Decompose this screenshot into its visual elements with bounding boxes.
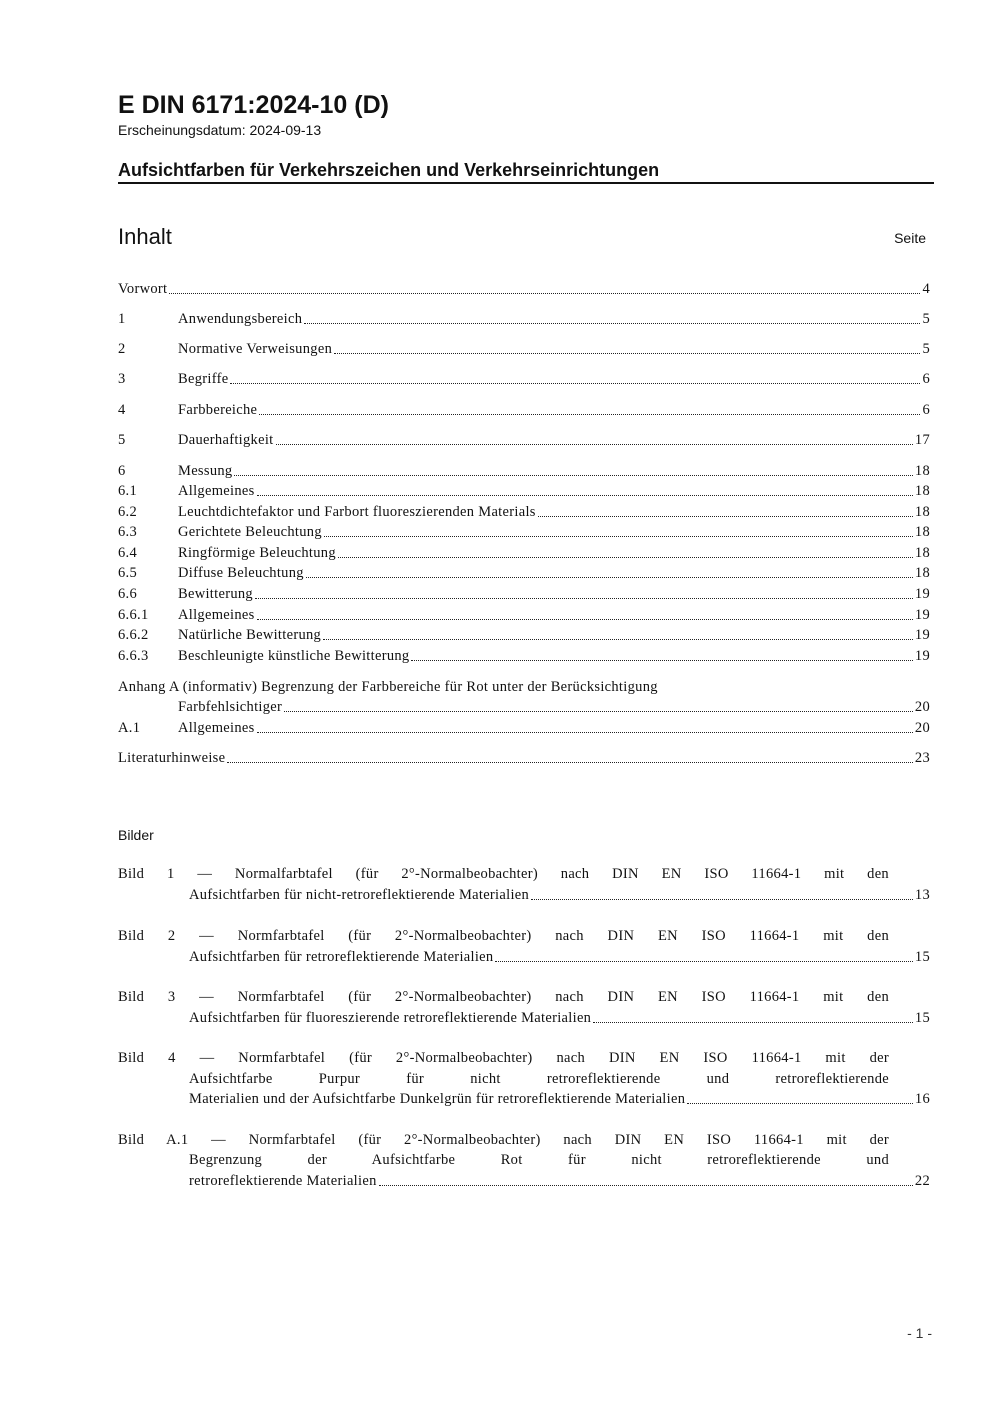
toc-entry-6-1[interactable] [118, 481, 930, 502]
dot-leader [276, 444, 913, 445]
toc-entry-page: 18 [914, 545, 930, 561]
figure-entry-text: Aufsichtfarben für retroreflektierende Materialien [189, 949, 494, 965]
toc-entry-page: 17 [914, 432, 930, 448]
document-title: Aufsichtfarben für Verkehrszeichen und Verkehrseinrichtungen [118, 160, 660, 180]
figure-entry-1-line1[interactable]: Bild 1 — Normalfarbtafel (für 2°-Normalbeobachter) nach DIN EN ISO 11664-1 mit den [118, 866, 889, 882]
figures-heading: Bilder [118, 827, 154, 843]
dot-leader [230, 383, 920, 384]
dot-leader [323, 639, 913, 640]
figure-entry-3-line2[interactable] [189, 1008, 930, 1029]
toc-entry-number: 6.1 [118, 483, 138, 499]
dot-leader [338, 557, 913, 558]
toc-entry-title: Ringförmige Beleuchtung [178, 545, 336, 561]
dot-leader [255, 598, 913, 599]
figure-entry-page: 15 [914, 1010, 930, 1026]
page-number: - 1 - [907, 1325, 932, 1341]
figure-entry-page: 13 [914, 887, 930, 903]
dot-leader [334, 353, 920, 354]
toc-entry-page: 6 [922, 402, 930, 418]
toc-heading: Inhalt [118, 224, 172, 249]
toc-entry-title: Literaturhinweise [118, 750, 226, 766]
figure-entry-1-line2[interactable] [189, 885, 930, 906]
toc-entry-number: 6.2 [118, 504, 138, 520]
toc-entry-page: 18 [914, 463, 930, 479]
toc-entry-4[interactable] [118, 400, 930, 421]
figure-entry-a1-line1[interactable]: Bild A.1 — Normfarbtafel (für 2°-Normalbeobachter) nach DIN EN ISO 11664-1 mit der [118, 1132, 889, 1148]
toc-entry-number: 1 [118, 311, 126, 327]
toc-entry-page: 19 [914, 648, 930, 664]
toc-entry-title: Begriffe [178, 371, 229, 387]
toc-entry-number: 6.5 [118, 565, 138, 581]
toc-entry-page: 20 [914, 699, 930, 715]
page-column-label: Seite [894, 230, 926, 246]
toc-entry-title: Allgemeines [178, 607, 255, 623]
dot-leader [324, 536, 913, 537]
figure-entry-3-line1[interactable]: Bild 3 — Normfarbtafel (für 2°-Normalbeobachter) nach DIN EN ISO 11664-1 mit den [118, 989, 889, 1005]
dot-leader [495, 961, 912, 962]
toc-entry-6-6[interactable] [118, 584, 930, 605]
toc-entry-title: Allgemeines [178, 483, 255, 499]
toc-entry-number: 4 [118, 402, 126, 418]
figure-entry-2-line2[interactable] [189, 947, 930, 968]
dot-leader [169, 293, 920, 294]
toc-entry-6[interactable] [118, 461, 930, 482]
dot-leader [257, 732, 913, 733]
toc-entry-page: 18 [914, 504, 930, 520]
dot-leader [306, 577, 913, 578]
toc-entry-6-6-2[interactable] [118, 625, 930, 646]
dot-leader [593, 1022, 913, 1023]
toc-entry-page: 19 [914, 586, 930, 602]
toc-entry-page: 4 [922, 281, 930, 297]
toc-entry-3[interactable] [118, 369, 930, 390]
toc-entry-page: 5 [922, 311, 930, 327]
toc-entry-title: Anwendungsbereich [178, 311, 303, 327]
figure-entry-text: Aufsichtfarben für nicht-retroreflektierende Materialien [189, 887, 530, 903]
toc-entry-title: Gerichtete Beleuchtung [178, 524, 322, 540]
toc-entry-vorwort[interactable] [118, 279, 930, 300]
toc-entry-title: Diffuse Beleuchtung [178, 565, 304, 581]
toc-entry-page: 23 [914, 750, 930, 766]
toc-entry-6-4[interactable] [118, 543, 930, 564]
figure-entry-4-line3[interactable] [189, 1089, 930, 1110]
toc-entry-5[interactable] [118, 430, 930, 451]
toc-entry-page: 18 [914, 565, 930, 581]
toc-entry-number: 6.6 [118, 586, 138, 602]
toc-entry-page: 18 [914, 483, 930, 499]
figure-entry-a1-line3[interactable] [189, 1171, 930, 1192]
toc-entry-title: Bewitterung [178, 586, 253, 602]
figure-entry-4-line1[interactable]: Bild 4 — Normfarbtafel (für 2°-Normalbeobachter) nach DIN EN ISO 11664-1 mit der [118, 1050, 889, 1066]
toc-entry-6-2[interactable] [118, 502, 930, 523]
toc-entry-page: 20 [914, 720, 930, 736]
figure-entry-page: 15 [914, 949, 930, 965]
dot-leader [531, 899, 913, 900]
toc-entry-title: Messung [178, 463, 233, 479]
toc-entry-number: 6.3 [118, 524, 138, 540]
toc-entry-6-5[interactable] [118, 563, 930, 584]
dot-leader [411, 660, 912, 661]
toc-entry-number: 6 [118, 463, 126, 479]
toc-entry-page: 18 [914, 524, 930, 540]
toc-entry-title: Beschleunigte künstliche Bewitterung [178, 648, 410, 664]
dot-leader [234, 475, 912, 476]
toc-entry-number: 2 [118, 341, 126, 357]
dot-leader [687, 1103, 913, 1104]
toc-entry-page: 5 [922, 341, 930, 357]
figure-entry-text: Materialien und der Aufsichtfarbe Dunkelgrün für retroreflektierende Materialien [189, 1091, 686, 1107]
toc-entry-a-1[interactable] [118, 718, 930, 739]
figure-entry-page: 16 [914, 1091, 930, 1107]
toc-entry-1[interactable] [118, 309, 930, 330]
toc-entry-number: 6.4 [118, 545, 138, 561]
dot-leader [259, 414, 920, 415]
figure-entry-a1-line2[interactable]: Begrenzung der Aufsichtfarbe Rot für nicht retroreflektierende und [189, 1152, 889, 1168]
title-underline [118, 182, 934, 184]
toc-annex-a-continuation[interactable] [118, 697, 930, 718]
toc-entry-page: 19 [914, 607, 930, 623]
dot-leader [304, 323, 920, 324]
publication-date: Erscheinungsdatum: 2024-09-13 [118, 122, 322, 138]
dot-leader [257, 619, 913, 620]
dot-leader [538, 516, 913, 517]
toc-entry-number: 3 [118, 371, 126, 387]
toc-entry-number: 6.6.2 [118, 627, 149, 643]
figure-entry-4-line2[interactable]: Aufsichtfarbe Purpur für nicht retroreflektierende und retroreflektierende [189, 1071, 889, 1087]
toc-entry-page: 6 [922, 371, 930, 387]
toc-entry-title: Farbbereiche [178, 402, 258, 418]
toc-entry-number: 6.6.3 [118, 648, 149, 664]
toc-entry-title: Leuchtdichtefaktor und Farbort fluoreszierenden Materials [178, 504, 536, 520]
toc-entry-number: 5 [118, 432, 126, 448]
figure-entry-text: retroreflektierende Materialien [189, 1173, 377, 1189]
toc-annex-a-heading[interactable]: Anhang A (informativ) Begrenzung der Farbbereiche für Rot unter der Berücksichtigung [118, 679, 658, 695]
toc-entry-title: Normative Verweisungen [178, 341, 333, 357]
toc-entry-2[interactable] [118, 339, 930, 360]
document-id: E DIN 6171:2024-10 (D) [118, 91, 389, 119]
toc-entry-6-3[interactable] [118, 522, 930, 543]
toc-entry-6-6-3[interactable] [118, 646, 930, 667]
toc-entry-6-6-1[interactable] [118, 605, 930, 626]
figure-entry-2-line1[interactable]: Bild 2 — Normfarbtafel (für 2°-Normalbeobachter) nach DIN EN ISO 11664-1 mit den [118, 928, 889, 944]
toc-entry-number: 6.6.1 [118, 607, 149, 623]
toc-entry-title: Natürliche Bewitterung [178, 627, 322, 643]
toc-entry-number: A.1 [118, 720, 141, 736]
toc-entry-title: Farbfehlsichtiger [178, 699, 283, 715]
toc-entry-title: Dauerhaftigkeit [178, 432, 274, 448]
figure-entry-page: 22 [914, 1173, 930, 1189]
toc-entry-page: 19 [914, 627, 930, 643]
dot-leader [227, 762, 913, 763]
toc-entry-title: Vorwort [118, 281, 168, 297]
figure-entry-text: Aufsichtfarben für fluoreszierende retroreflektierende Materialien [189, 1010, 592, 1026]
toc-entry-title: Allgemeines [178, 720, 255, 736]
dot-leader [379, 1185, 913, 1186]
toc-entry-literature[interactable] [118, 748, 930, 769]
dot-leader [284, 711, 913, 712]
dot-leader [257, 495, 913, 496]
